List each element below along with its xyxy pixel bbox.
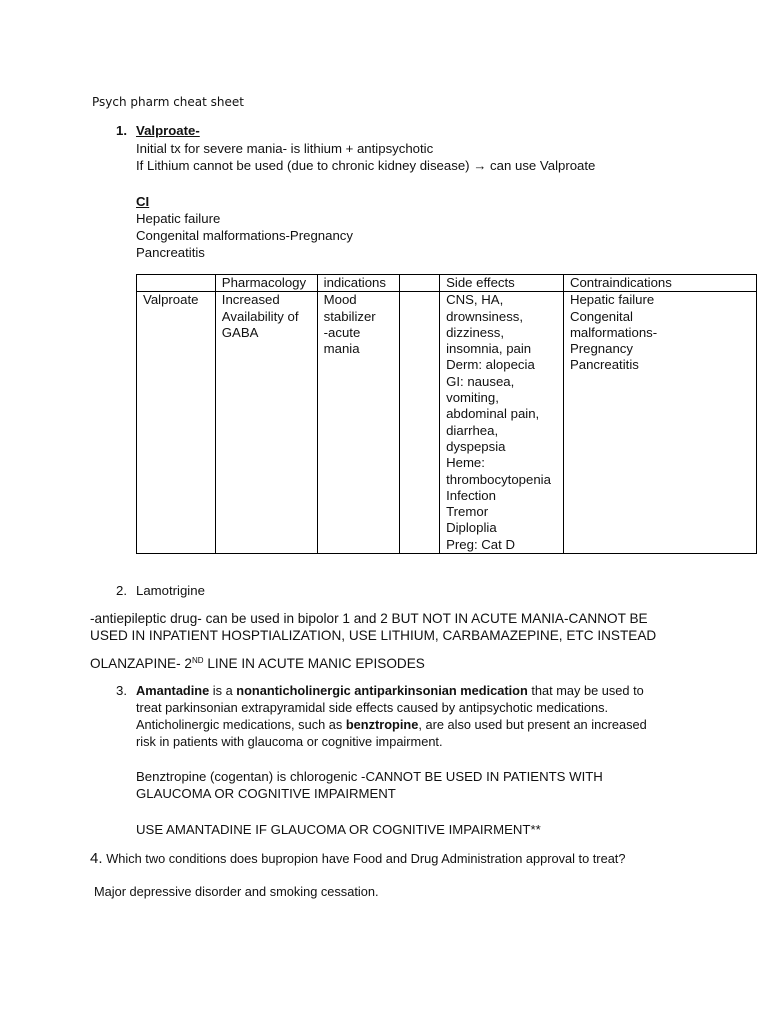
section-4-question bbox=[90, 850, 625, 867]
section-1-number: 1. bbox=[116, 123, 127, 138]
olanzapine-text: LINE IN ACUTE MANIC EPISODES bbox=[203, 656, 425, 671]
section-1-line-2: If Lithium cannot be used (due to chronic kidney disease) → can use Valproate bbox=[136, 158, 596, 173]
cell-line: Increased bbox=[221, 292, 280, 308]
bold-text: nonanticholinergic antiparkinsonian medication bbox=[236, 683, 528, 698]
cell-line: Availability of bbox=[221, 308, 299, 324]
lamotrigine-line-2: USED IN INPATIENT HOSPTIALIZATION, USE LITHIUM, CARBAMAZEPINE, ETC INSTEAD bbox=[90, 628, 657, 643]
cell-line: Infection bbox=[446, 487, 496, 503]
cell-line: -acute bbox=[323, 324, 361, 340]
table-header-cell: Side effects bbox=[440, 275, 564, 292]
cell-line: malformations- bbox=[569, 324, 658, 340]
text-line: risk in patients with glaucoma or cognitive impairment. bbox=[136, 734, 443, 749]
section-2-number: 2. bbox=[116, 583, 127, 598]
pharmacology-cell bbox=[215, 292, 317, 554]
cell-line: CNS, HA, bbox=[446, 292, 504, 308]
side-effects-cell bbox=[440, 292, 564, 554]
cell-line: Hepatic failure bbox=[569, 292, 655, 308]
table-header-cell bbox=[137, 275, 216, 292]
table-header-row bbox=[137, 275, 757, 292]
amantadine-note: USE AMANTADINE IF GLAUCOMA OR COGNITIVE IMPAIRMENT** bbox=[136, 822, 541, 837]
cell-line: Derm: alopecia bbox=[446, 357, 535, 373]
table-header-cell: indications bbox=[317, 275, 400, 292]
bold-text: Amantadine bbox=[136, 683, 210, 698]
cell-line: Tremor bbox=[446, 504, 489, 520]
section-1-heading: Valproate- bbox=[136, 123, 200, 138]
page-title: Psych pharm cheat sheet bbox=[92, 95, 244, 109]
question-text: Which two conditions does bupropion have Food and Drug Administration approval to treat? bbox=[106, 851, 626, 866]
section-3-number: 3. bbox=[116, 683, 127, 698]
cell-line: Heme: bbox=[446, 455, 485, 471]
section-4-answer: Major depressive disorder and smoking cessation. bbox=[94, 884, 379, 899]
text-line bbox=[136, 682, 647, 699]
cell-line: diarrhea, bbox=[446, 422, 499, 438]
text-line: treat parkinsonian extrapyramidal side effects caused by antipsychotic medications. bbox=[136, 700, 609, 715]
cell-line: vomiting, bbox=[446, 390, 499, 406]
text: that may be used to bbox=[527, 683, 644, 698]
benztropine-paragraph bbox=[136, 768, 603, 802]
cell-line: Mood bbox=[323, 292, 357, 308]
ci-item: Hepatic failure bbox=[136, 211, 221, 226]
superscript: ND bbox=[191, 656, 204, 665]
cell-line: mania bbox=[323, 341, 360, 357]
ci-item: Pancreatitis bbox=[136, 245, 205, 260]
table-header-cell: Pharmacology bbox=[215, 275, 317, 292]
cell-line: insomnia, pain bbox=[446, 341, 532, 357]
cell-line: dizziness, bbox=[446, 324, 504, 340]
cell-line: drownsiness, bbox=[446, 308, 524, 324]
text: is a bbox=[209, 683, 237, 698]
section-2-heading: Lamotrigine bbox=[136, 583, 205, 598]
cell-line: Pregnancy bbox=[569, 341, 633, 357]
text: , are also used but present an increased bbox=[418, 717, 647, 732]
empty-cell bbox=[400, 292, 440, 554]
text-line: Benztropine (cogentan) is chlorogenic -CANNOT BE USED IN PATIENTS WITH bbox=[136, 769, 603, 784]
cell-line: Congenital bbox=[569, 308, 633, 324]
text: Anticholinergic medications, such as bbox=[136, 717, 346, 732]
cell-line: thrombocytopenia bbox=[446, 471, 551, 487]
lamotrigine-line-1: -antiepileptic drug- can be used in bipolor 1 and 2 BUT NOT IN ACUTE MANIA-CANNOT BE bbox=[90, 611, 648, 626]
indications-cell bbox=[317, 292, 400, 554]
ci-item: Congenital malformations-Pregnancy bbox=[136, 228, 353, 243]
olanzapine-text: OLANZAPINE- 2 bbox=[90, 656, 192, 671]
amantadine-paragraph bbox=[136, 682, 647, 750]
ci-list bbox=[136, 210, 353, 261]
cell-line: Diploplia bbox=[446, 520, 497, 536]
text-line bbox=[136, 716, 647, 733]
olanzapine-line bbox=[90, 655, 425, 672]
cell-line: Preg: Cat D bbox=[446, 536, 515, 552]
cell-line: Pancreatitis bbox=[569, 357, 639, 373]
table-header-cell bbox=[400, 275, 440, 292]
cell-line: abdominal pain, bbox=[446, 406, 540, 422]
text-line: GLAUCOMA OR COGNITIVE IMPAIRMENT bbox=[136, 786, 396, 801]
table-row bbox=[137, 292, 757, 554]
cell-line: dyspepsia bbox=[446, 438, 506, 454]
cell-line: GABA bbox=[221, 324, 259, 340]
bold-text: benztropine bbox=[345, 717, 419, 732]
table-header-cell: Contraindications bbox=[563, 275, 756, 292]
valproate-table bbox=[136, 274, 757, 554]
cell-line: stabilizer bbox=[323, 308, 376, 324]
section-4-number: 4. bbox=[90, 850, 103, 867]
contraindications-cell bbox=[563, 292, 756, 554]
cell-line: GI: nausea, bbox=[446, 373, 515, 389]
section-1-line-1: Initial tx for severe mania- is lithium + antipsychotic bbox=[136, 141, 434, 156]
drug-cell: Valproate bbox=[137, 292, 216, 554]
ci-heading: CI bbox=[136, 194, 150, 209]
